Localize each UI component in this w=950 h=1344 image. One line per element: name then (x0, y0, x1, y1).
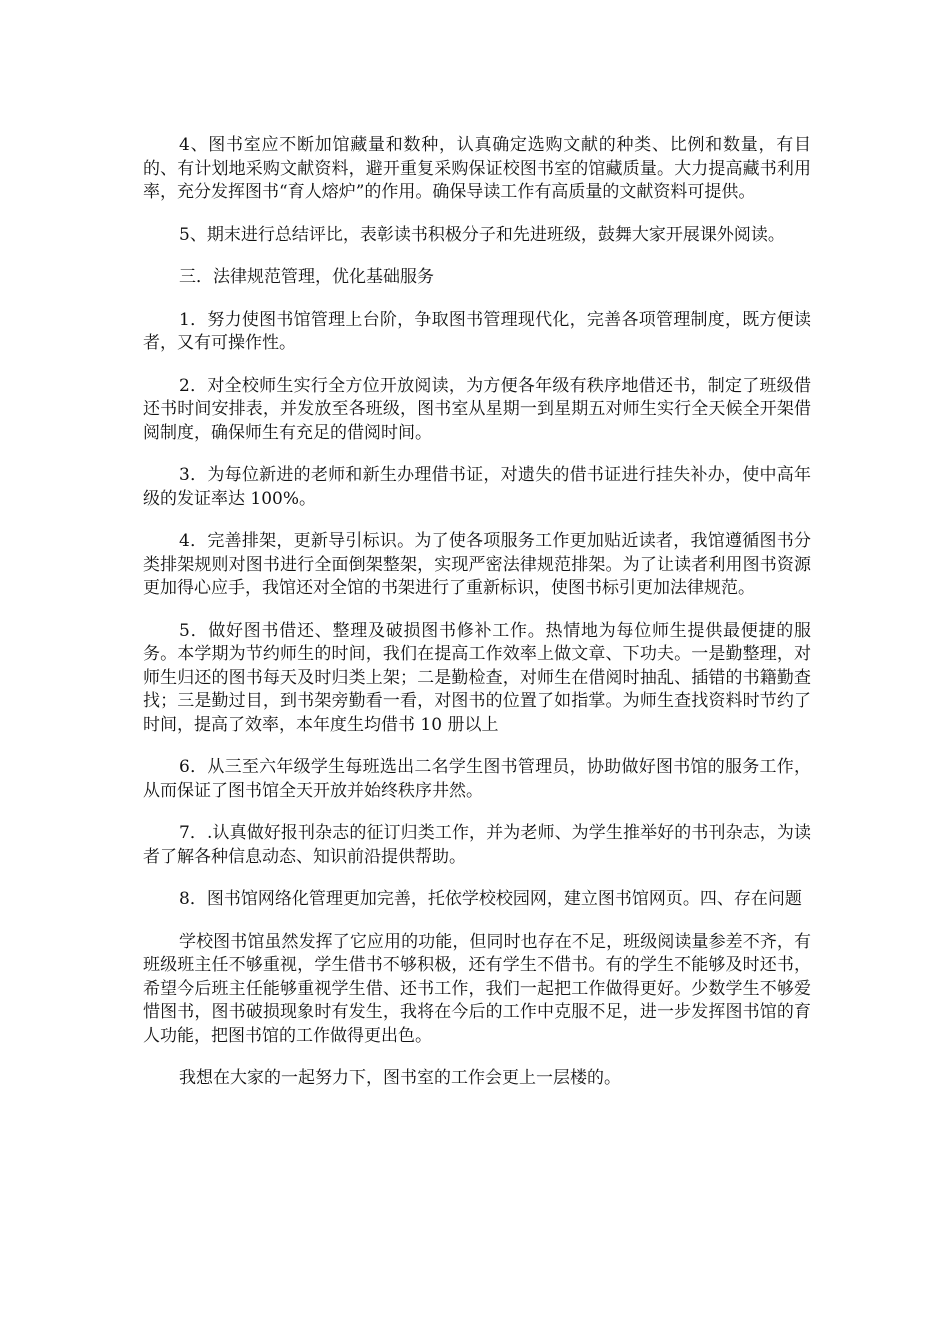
paragraph-student-librarians: 6．从三至六年级学生每班选出二名学生图书管理员，协助做好图书馆的服务工作，从而保证了图书馆全天开放并始终秩序井然。 (143, 757, 811, 801)
paragraph-management-system: 1．努力使图书馆管理上台阶，争取图书管理现代化，完善各项管理制度，既方便读者，又有可操作性。 (143, 309, 811, 353)
paragraph-existing-problems: 学校图书馆虽然发挥了它应用的功能，但同时也存在不足，班级阅读量参差不齐，有班级班主任不够重视，学生借书不够积极，还有学生不借书。有的学生不能够及时还书，希望今后班主任能够重视学生借、还书工作，我们一起把工作做得更好。少数学生不够爱惜图书，图书破损现象时有发生，我将在今后的工作中克服不足，进一步发挥图书馆的育人功能，把图书馆的工作做得更出色。 (143, 931, 811, 1046)
paragraph-shelving: 4．完善排架，更新导引标识。为了使各项服务工作更加贴近读者，我馆遵循图书分类排架规则对图书进行全面倒架整架，实现严密法律规范排架。为了让读者利用图书资源更加得心应手，我馆还对全馆的书架进行了重新标识，使图书标引更加法律规范。 (143, 531, 811, 598)
paragraph-term-review: 5、期末进行总结评比，表彰读书积极分子和先进班级，鼓舞大家开展课外阅读。 (179, 224, 785, 245)
section-heading-management: 三．法律规范管理，优化基础服务 (179, 267, 434, 287)
paragraph-book-repair: 5．做好图书借还、整理及破损图书修补工作。热情地为每位师生提供最便捷的服务。本学期为节约师生的时间，我们在提高工作效率上做文章、下功夫。一是勤整理，对师生归还的图书每天及时归类上架；二是勤检查，对师生在借阅时抽乱、插错的书籍勤查找；三是勤过目，到书架旁勤看一看，对图书的位置了如指掌。为师生查找资料时节约了时间，提高了效率，本年度生均借书 10 册以上 (143, 620, 811, 735)
paragraph-library-cards: 3．为每位新进的老师和新生办理借书证，对遗失的借书证进行挂失补办，使中高年级的发证率达 100%。 (143, 465, 811, 509)
paragraph-network-management: 8．图书馆网络化管理更加完善，托依学校校园网，建立图书馆网页。四、存在问题 (179, 889, 802, 909)
document-body (143, 134, 811, 1110)
paragraph-periodicals: 7．.认真做好报刊杂志的征订归类工作，并为老师、为学生推举好的书刊杂志，为读者了解各种信息动态、知识前沿提供帮助。 (143, 823, 811, 867)
paragraph-closing: 我想在大家的一起努力下，图书室的工作会更上一层楼的。 (179, 1068, 621, 1088)
paragraph-open-reading: 2．对全校师生实行全方位开放阅读，为方便各年级有秩序地借还书，制定了班级借还书时间安排表，并发放至各班级，图书室从星期一到星期五对师生实行全天候全开架借阅制度，确保师生有充足的借阅时间。 (143, 375, 811, 443)
paragraph-collection-plan: 4、图书室应不断加馆藏量和数种，认真确定选购文献的种类、比例和数量，有目的、有计划地采购文献资料，避开重复采购保证校图书室的馆藏质量。大力提高藏书利用率，充分发挥图书“育人熔炉”的作用。确保导读工作有高质量的文献资料可提供。 (143, 135, 811, 202)
